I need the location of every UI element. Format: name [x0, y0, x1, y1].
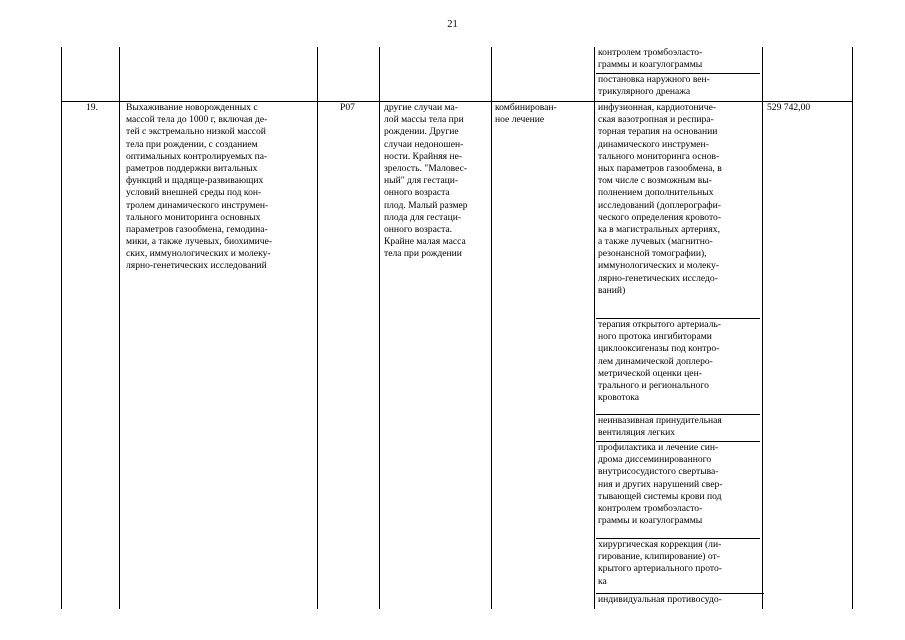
column-border [762, 47, 763, 609]
text-line: другие случаи ма- [384, 102, 458, 113]
service-item [598, 539, 722, 588]
text-line: динамического инструмен- [598, 138, 709, 150]
text-line: полнением дополнительных [598, 187, 714, 199]
text-line: ская вазотропная и респира- [598, 114, 714, 126]
text-line: гирование, клипирование) от- [598, 551, 720, 563]
text-line: индивидуальная противосудо- [598, 594, 722, 605]
text-line: лем динамической доплеро- [598, 355, 713, 367]
text-line: профилактика и лечение син- [598, 442, 719, 453]
text-line: а также лучевых (магнитно- [598, 236, 713, 248]
text-line: торная терапия на основании [598, 126, 718, 138]
text-line: Выхаживание новорожденных с [126, 102, 258, 113]
text-line: ное лечение [495, 114, 545, 126]
service-item [598, 442, 723, 527]
text-line: зрелость. "Маловес- [384, 162, 468, 174]
text-line: плода для гестаци- [384, 211, 462, 223]
text-line: кровотока [598, 392, 640, 404]
text-line: трального и регионального [598, 379, 709, 391]
continuation-service-1: контролем тромбоэласто- граммы и коагулограммы [598, 47, 703, 71]
text-line: тела при рождении, с созданием [126, 138, 258, 150]
text-line: тролем динамического инструмен- [126, 199, 269, 211]
text-line: условий внешней среды под кон- [126, 187, 262, 199]
service-item [598, 415, 722, 439]
text-line: рождении. Другие [384, 126, 459, 138]
text-line: плод. Малый размер [384, 199, 468, 211]
text-line: ных параметров газообмена, в [598, 162, 722, 174]
text-line: онного возраста [384, 187, 450, 199]
text-line: тывающей системы крови под [598, 490, 722, 502]
text-line: ка [598, 575, 607, 587]
text-line: онного возраста. [384, 223, 453, 235]
text-line: неинвазивная принудительная [598, 415, 722, 426]
text-line: иммунологических и молеку- [598, 260, 719, 272]
treatment-type [495, 102, 557, 126]
text-line: ности. Крайняя не- [384, 150, 463, 162]
text-line: оптимальных контролируемых па- [126, 150, 268, 162]
text-line: лярно-генетических исследо- [598, 272, 718, 284]
text-line: вентиляция легких [598, 427, 676, 439]
column-border [852, 47, 853, 609]
text-line: ваний) [598, 284, 626, 296]
column-border [61, 47, 62, 609]
text-line: комбинирован- [495, 102, 557, 113]
text-line: случаи недоношен- [384, 138, 464, 150]
text-line: внутрисосудистого свертыва- [598, 466, 719, 478]
cost-value: 529 742,00 [767, 102, 811, 113]
text-line: ния и других нарушений свер- [598, 478, 723, 490]
service-item [598, 319, 721, 404]
text-line: дрома диссеминированного [598, 454, 712, 466]
text-line: тального мониторинга основ- [598, 150, 720, 162]
text-line: крытого артериального прото- [598, 563, 722, 575]
column-border [119, 47, 120, 609]
text-line: параметров газообмена, гемодина- [126, 223, 268, 235]
text-line: контролем тромбоэласто- [598, 502, 703, 514]
text-line: том числе с возможным вы- [598, 175, 712, 187]
text-line: лярно-генетических исследований [126, 260, 267, 272]
continuation-service-2: постановка наружного вен- трикулярного дренажа [598, 74, 710, 98]
text-line: Крайне малая масса [384, 236, 466, 248]
text-line: циклооксигеназы под контро- [598, 343, 720, 355]
text-line: ного протока ингибиторами [598, 331, 712, 343]
icd-code: P07 [340, 102, 355, 113]
row-number: 19. [86, 102, 98, 113]
text-line: лой массы тела при [384, 114, 464, 126]
text-line: тей с экстремально низкой массой [126, 126, 266, 138]
column-border [379, 47, 380, 609]
text-line: тела при рождении [384, 248, 462, 260]
text-line: граммы и коагулограммы [598, 515, 703, 527]
text-line: тального мониторинга основных [126, 211, 261, 223]
text-line: ских, иммунологических и молеку- [126, 248, 271, 260]
text-line: ка в магистральных артериях, [598, 223, 720, 235]
text-line: терапия открытого артериаль- [598, 319, 721, 330]
text-line: мики, а также лучевых, биохимиче- [126, 236, 273, 248]
text-line: массой тела до 1000 г, включая де- [126, 114, 268, 126]
diagnosis-description [384, 102, 468, 260]
text-line: инфузионная, кардиотониче- [598, 102, 717, 113]
column-border [317, 47, 318, 609]
text-line: функций и щадяще-развивающих [126, 175, 264, 187]
text-line: резонансной томографии), [598, 248, 707, 260]
text-line: хирургическая коррекция (ли- [598, 539, 722, 550]
column-border [491, 47, 492, 609]
text-line: ческого определения кровото- [598, 211, 722, 223]
page-number: 21 [447, 19, 458, 30]
service-group-name [126, 102, 272, 273]
text-line: исследований (доплерографи- [598, 199, 721, 211]
column-border [594, 47, 595, 609]
text-line: раметров поддержки витальных [126, 162, 258, 174]
service-item [598, 594, 722, 606]
service-item [598, 102, 722, 297]
text-line: метрической оценки цен- [598, 367, 702, 379]
text-line: ный" для гестаци- [384, 175, 459, 187]
